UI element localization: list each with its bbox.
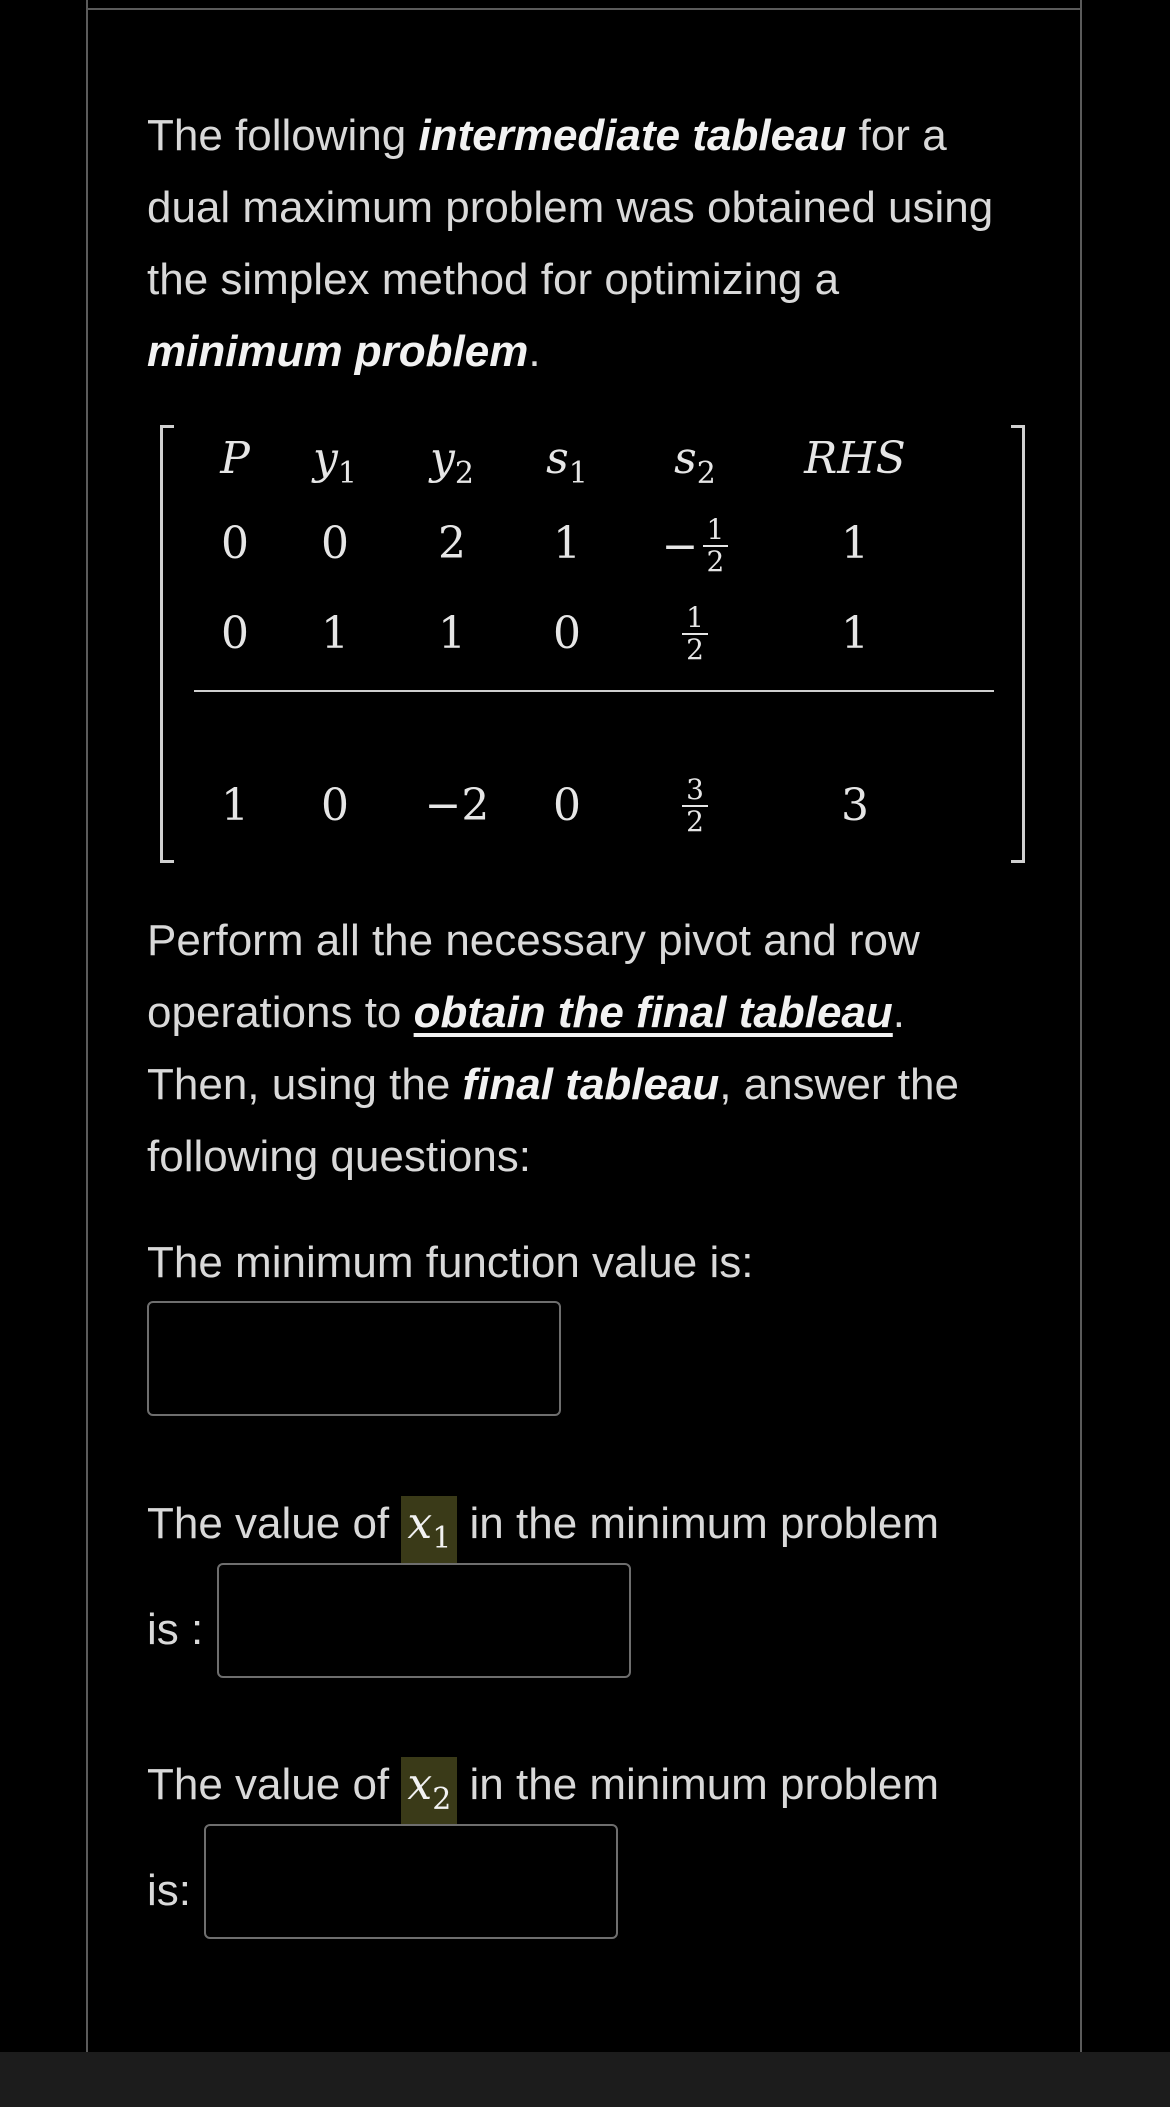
q2-answer-input[interactable] (217, 1563, 631, 1678)
r3-c3: −2 (424, 780, 490, 831)
q3-label (147, 1757, 939, 1828)
r1-c1: 0 (221, 518, 249, 569)
intro-paragraph (147, 100, 1027, 388)
instructions-text-3: , answer the following questions: (147, 1060, 959, 1181)
simplex-tableau-matrix (160, 425, 1025, 863)
r2-c4: 0 (553, 608, 581, 659)
intro-text-3: . (528, 327, 541, 376)
q2-is-label: is : (147, 1605, 204, 1654)
q3-label-pre: The value of (147, 1760, 402, 1809)
header-P: P (220, 433, 250, 484)
bottom-bar (0, 2052, 1170, 2107)
r3-c6: 3 (841, 780, 869, 831)
r2-c3: 1 (438, 608, 466, 659)
header-RHS: RHS (804, 433, 906, 484)
instructions-paragraph (147, 905, 1027, 1193)
r3-c2: 0 (321, 780, 349, 831)
r1-c5 (645, 515, 745, 577)
r1-c6: 1 (841, 518, 869, 569)
r3-c4: 0 (553, 780, 581, 831)
r2-c2: 1 (321, 608, 349, 659)
q2-label (147, 1496, 939, 1567)
header-s1: $s_1$ (546, 433, 588, 491)
q3-answer-input[interactable] (204, 1824, 618, 1939)
r3-c5-fraction: $\frac{3}{2}$ (682, 775, 708, 837)
r2-c1: 0 (221, 608, 249, 659)
r3-c1: 1 (221, 780, 249, 831)
r2-c5-fraction: $\frac{1}{2}$ (682, 603, 708, 665)
intro-text-1: The following (147, 111, 419, 160)
panel-top-divider (86, 8, 1082, 10)
q1-answer-input[interactable] (147, 1301, 561, 1416)
q2-label-pre: The value of (147, 1499, 402, 1548)
intro-emphasis-intermediate-tableau: intermediate tableau (418, 111, 847, 160)
q1-label: The minimum function value is: (147, 1238, 754, 1287)
instructions-emphasis-obtain-final: obtain the final tableau (413, 988, 893, 1037)
r1-c4: 1 (553, 518, 581, 569)
q3-variable-x2: $x_2$ (401, 1757, 457, 1828)
objective-row-divider (194, 690, 994, 692)
q3-is-label: is: (147, 1866, 191, 1915)
r1-c5-fraction: $\frac{1}{2}$ (703, 515, 729, 577)
matrix-right-bracket (1011, 425, 1025, 863)
r1-c2: 0 (321, 518, 349, 569)
r1-c5-minus: − (661, 520, 699, 572)
matrix-left-bracket (160, 425, 174, 863)
header-s2: $s_2$ (674, 433, 716, 491)
instructions-text-2: . Then, using the (147, 988, 906, 1109)
intro-emphasis-minimum-problem: minimum problem (147, 327, 529, 376)
intro-text-2: for a dual maximum problem was obtained using the simplex method for optimizing a (147, 111, 994, 304)
header-y2: $y_2$ (430, 433, 474, 491)
instructions-emphasis-final-tableau: final tableau (462, 1060, 720, 1109)
instructions-text-1: Perform all the necessary pivot and row operations to (147, 916, 920, 1037)
q2-variable-x1: $x_1$ (401, 1496, 457, 1567)
r3-c5 (650, 775, 740, 837)
header-y1: $y_1$ (313, 433, 357, 491)
q2-label-post: in the minimum problem (457, 1499, 940, 1548)
r1-c3: 2 (438, 518, 466, 569)
r2-c5 (650, 603, 740, 665)
r2-c6: 1 (841, 608, 869, 659)
q3-label-post: in the minimum problem (457, 1760, 940, 1809)
